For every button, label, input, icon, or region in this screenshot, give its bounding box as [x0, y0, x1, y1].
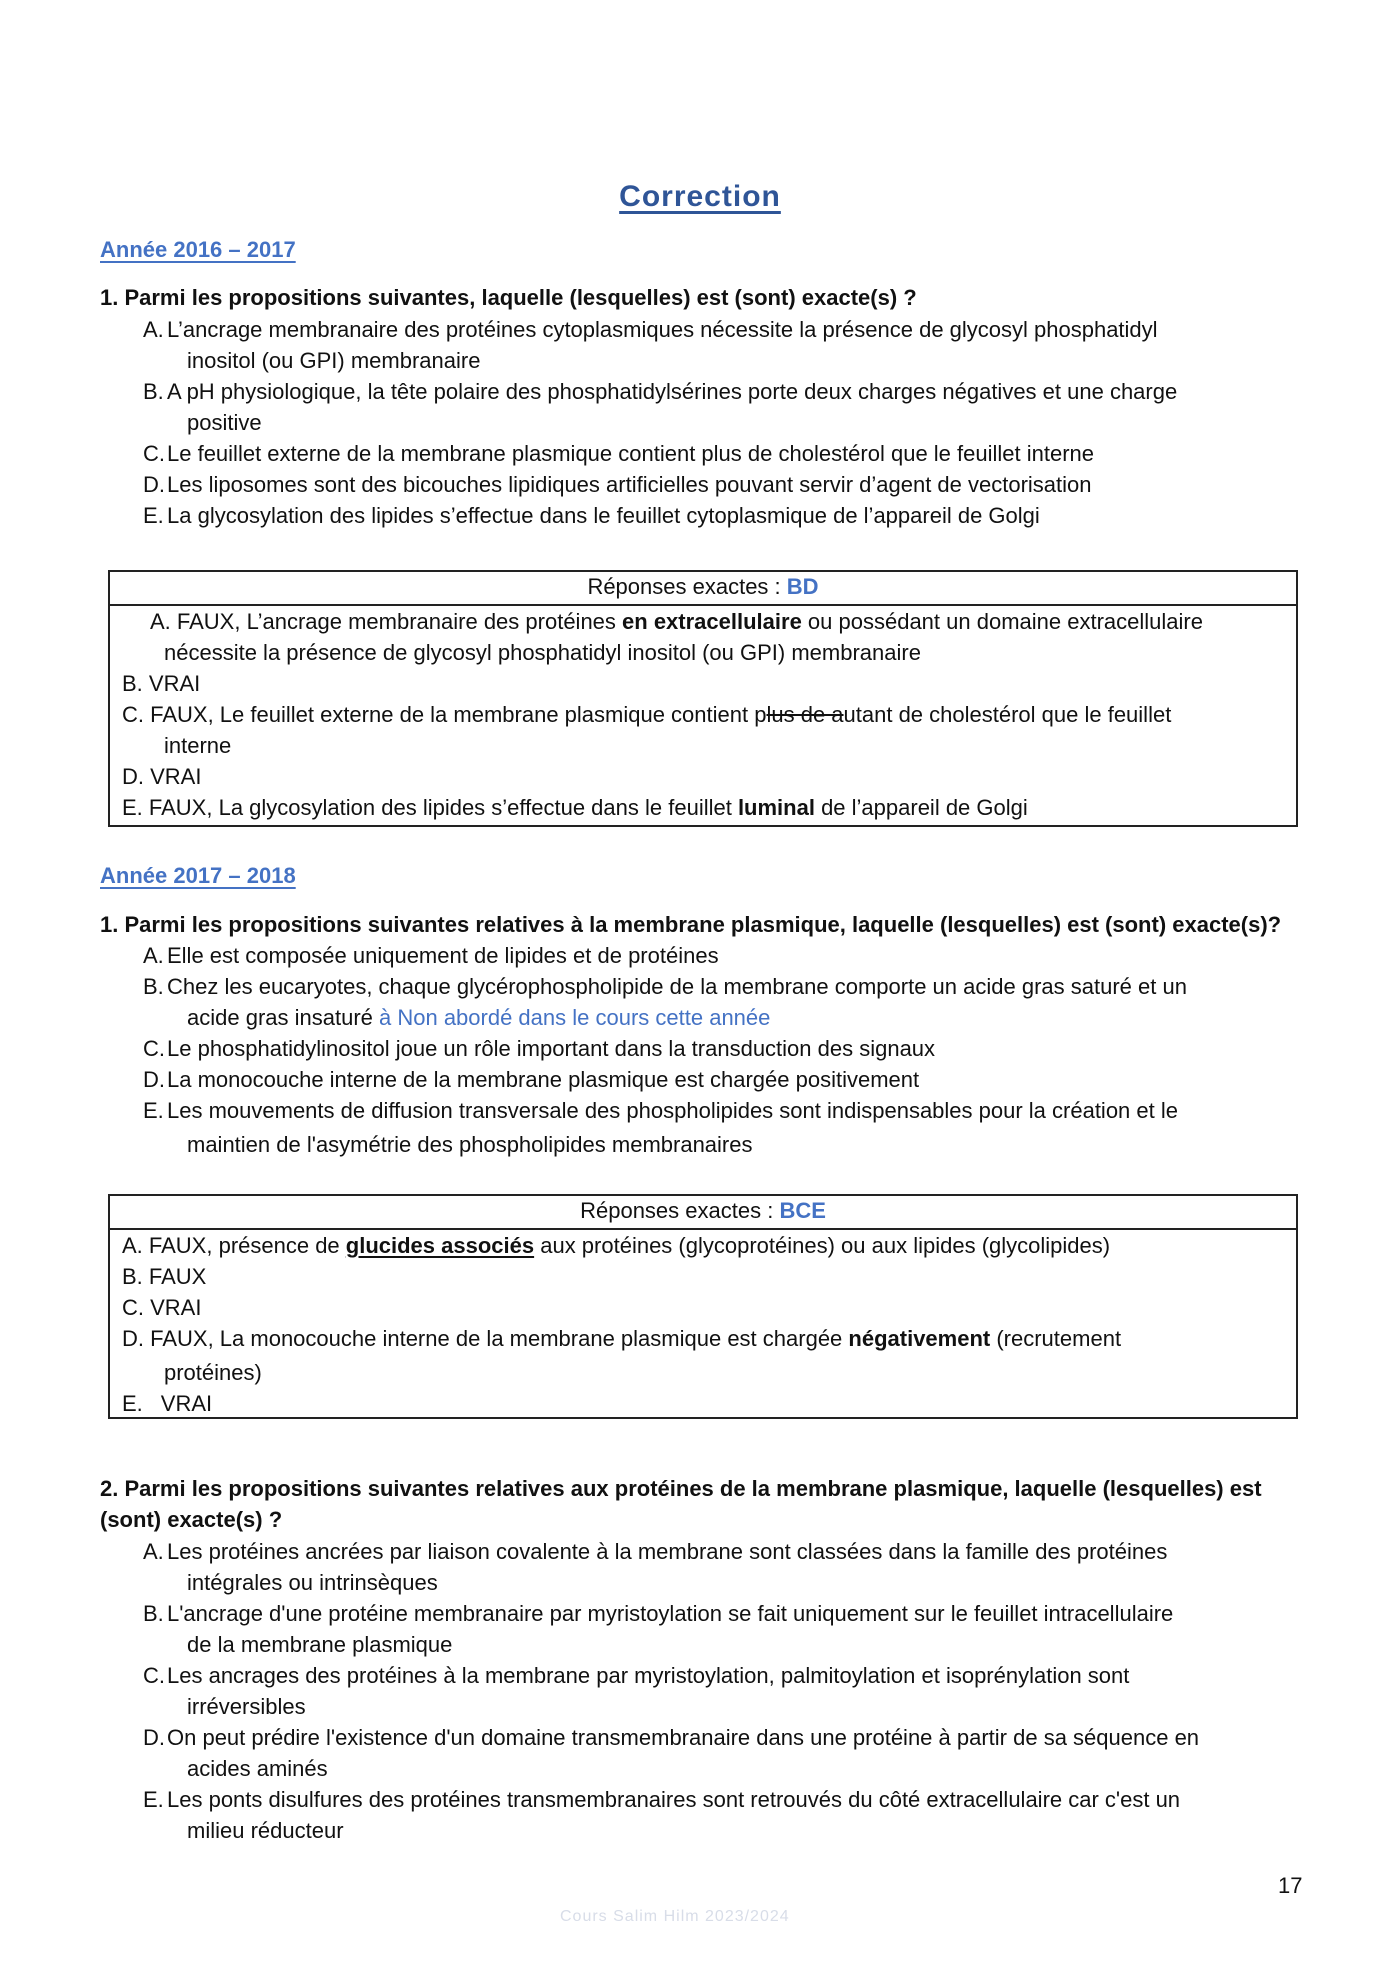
question-2016-1: 1. Parmi les propositions suivantes, laquelle (lesquelles) est (sont) exacte(s) ?	[100, 285, 917, 310]
option-e: E. Les ponts disulfures des protéines transmembranaires sont retrouvés du côté extracellulaire car c'est un milieu réducteur	[143, 1787, 1181, 1843]
answer-b: B. FAUX	[122, 1264, 207, 1289]
answer-box-2017-1	[108, 1194, 1298, 1419]
option-a: A. Elle est composée uniquement de lipides et de protéines	[143, 943, 719, 968]
options-2017-1	[143, 940, 1333, 1160]
year-heading-2017: Année 2017 – 2018	[100, 863, 296, 888]
option-a: A. Les protéines ancrées par liaison covalente à la membrane sont classées dans la famille des protéines intégrales ou intrinsèques	[143, 1539, 1168, 1595]
option-e: E. Les mouvements de diffusion transversale des phospholipides sont indispensables pour la création et le maintien de l'asymétrie des phospholipides membranaires	[143, 1098, 1178, 1157]
page-title: Correction	[619, 180, 781, 213]
answer-a: A. FAUX, L’ancrage membranaire des protéines en extracellulaire ou possédant un domaine extracellulaire nécessite la présence de glycosyl phosphatidyl inositol (ou GPI) membranaire	[150, 609, 1203, 665]
answer-e: E. FAUX, La glycosylation des lipides s’effectue dans le feuillet luminal de l’appareil de Golgi	[122, 795, 1028, 820]
option-d: D. On peut prédire l'existence d'un domaine transmembranaire dans une protéine à partir de sa séquence en acides aminés	[143, 1725, 1200, 1781]
options-2016-1	[143, 314, 1333, 531]
answer-d: D. VRAI	[122, 764, 202, 789]
answer-a: A. FAUX, présence de glucides associés aux protéines (glycoprotéines) ou aux lipides (glycolipides)	[122, 1233, 1111, 1258]
option-b: B. L'ancrage d'une protéine membranaire par myristoylation se fait uniquement sur le feuillet intracellulaire de la membrane plasmique	[143, 1601, 1174, 1657]
option-c: C. Le feuillet externe de la membrane plasmique contient plus de cholestérol que le feuillet interne	[143, 441, 1095, 466]
answer-c: C. VRAI	[122, 1295, 202, 1320]
answer-box-header: Réponses exactes : BD	[110, 572, 1296, 606]
page-number: 17	[1278, 1873, 1303, 1898]
answer-box-header: Réponses exactes : BCE	[110, 1196, 1296, 1230]
option-d: D. Les liposomes sont des bicouches lipidiques artificielles pouvant servir d’agent de vectorisation	[143, 472, 1092, 497]
options-2017-2	[143, 1536, 1333, 1846]
course-note: à Non abordé dans le cours cette année	[379, 1005, 771, 1030]
option-d: D. La monocouche interne de la membrane plasmique est chargée positivement	[143, 1067, 920, 1092]
answer-d: D. FAUX, La monocouche interne de la membrane plasmique est chargée négativement (recrutement protéines)	[122, 1326, 1122, 1385]
answer-code: BD	[786, 574, 819, 599]
answer-code: BCE	[779, 1198, 826, 1223]
option-b: B. A pH physiologique, la tête polaire des phosphatidylsérines porte deux charges négatives et une charge positive	[143, 379, 1178, 435]
footer-text: Cours Salim Hilm 2023/2024	[560, 1908, 790, 1925]
answer-box-2016-1	[108, 570, 1298, 827]
question-2017-1: 1. Parmi les propositions suivantes relatives à la membrane plasmique, laquelle (lesquelles) est (sont) exacte(s)?	[100, 912, 1282, 937]
year-heading-2016: Année 2016 – 2017	[100, 237, 296, 262]
option-a: A. L’ancrage membranaire des protéines cytoplasmiques nécessite la présence de glycosyl phosphatidyl inositol (ou GPI) membranaire	[143, 317, 1158, 373]
answer-c: C. FAUX, Le feuillet externe de la membrane plasmique contient plus de autant de cholestérol que le feuillet interne	[122, 702, 1172, 758]
option-c: C. Les ancrages des protéines à la membrane par myristoylation, palmitoylation et isoprénylation sont irréversibles	[143, 1663, 1130, 1719]
option-b: B. Chez les eucaryotes, chaque glycérophospholipide de la membrane comporte un acide gras saturé et un acide gras insaturé à Non abordé dans le cours cette année	[143, 974, 1187, 1030]
answer-e: E. VRAI	[122, 1391, 213, 1416]
answer-b: B. VRAI	[122, 671, 201, 696]
option-c: C. Le phosphatidylinositol joue un rôle important dans la transduction des signaux	[143, 1036, 936, 1061]
option-e: E. La glycosylation des lipides s’effectue dans le feuillet cytoplasmique de l’appareil de Golgi	[143, 503, 1040, 528]
question-2017-2: 2. Parmi les propositions suivantes relatives aux protéines de la membrane plasmique, laquelle (lesquelles) est (sont) exacte(s) ?	[100, 1476, 1262, 1532]
